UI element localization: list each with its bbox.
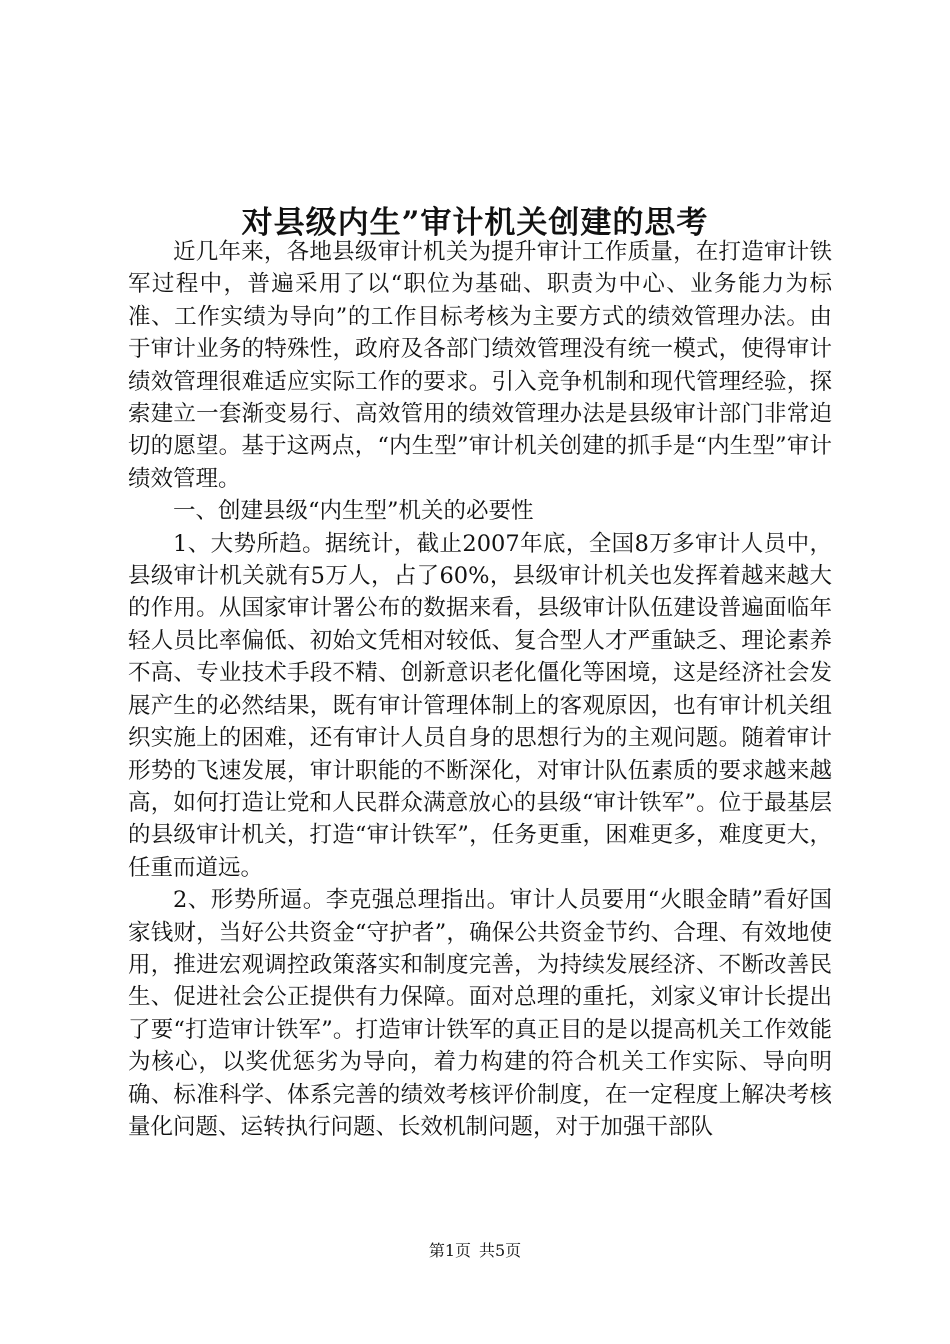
page-total: 共5页 <box>479 1241 522 1260</box>
point-1-paragraph: 1、大势所趋。据统计，截止2007年底，全国8万多审计人员中，县级审计机关就有5万人，占了60%，县级审计机关也发挥着越来越大的作用。从国家审计署公布的数据来看，县级审计队伍建设普遍面临年轻人员比率偏低、初始文凭相对较低、复合型人才严重缺乏、理论素养不高、专业技术手段不精、创新意识老化僵化等困境，这是经济社会发展产生的必然结果，既有审计管理体制上的客观原因，也有审计机关组织实施上的困难，还有审计人员自身的思想行为的主观问题。随着审计形势的飞速发展，审计职能的不断深化，对审计队伍素质的要求越来越高，如何打造让党和人民群众满意放心的县级“审计铁军”。位于最基层的县级审计机关，打造“审计铁军”，任务更重，困难更多，难度更大，任重而道远。 <box>128 530 832 881</box>
point-2-paragraph: 2、形势所逼。李克强总理指出。审计人员要用“火眼金睛”看好国家钱财，当好公共资金“守护者”，确保公共资金节约、合理、有效地使用，推进宏观调控政策落实和制度完善，为持续发展经济、不断改善民生、促进社会公正提供有力保障。面对总理的重托，刘家义审计长提出了要“打造审计铁军”。打造审计铁军的真正目的是以提高机关工作效能为核心，以奖优惩劣为导向，着力构建的符合机关工作实际、导向明确、标准科学、体系完善的绩效考核评价制度，在一定程度上解决考核量化问题、运转执行问题、长效机制问题，对于加强干部队 <box>128 887 832 1140</box>
section-heading: 一、创建县级“内生型”机关的必要性 <box>173 498 534 525</box>
intro-paragraph: 近几年来，各地县级审计机关为提升审计工作质量，在打造审计铁军过程中，普遍采用了以“职位为基础、职责为中心、业务能力为标准、工作实绩为导向”的工作目标考核为主要方式的绩效管理办法。由于审计业务的特殊性，政府及各部门绩效管理没有统一模式，使得审计绩效管理很难适应实际工作的要求。引入竞争机制和现代管理经验，探索建立一套渐变易行、高效管用的绩效管理办法是县级审计部门非常迫切的愿望。基于这两点，“内生型”审计机关创建的抓手是“内生型”审计绩效管理。 <box>128 239 832 492</box>
document-body <box>128 236 832 1143</box>
page-footer <box>0 1240 950 1262</box>
document-title: 对县级内生”审计机关创建的思考 <box>241 204 709 241</box>
page-number: 第1页 <box>428 1241 471 1260</box>
